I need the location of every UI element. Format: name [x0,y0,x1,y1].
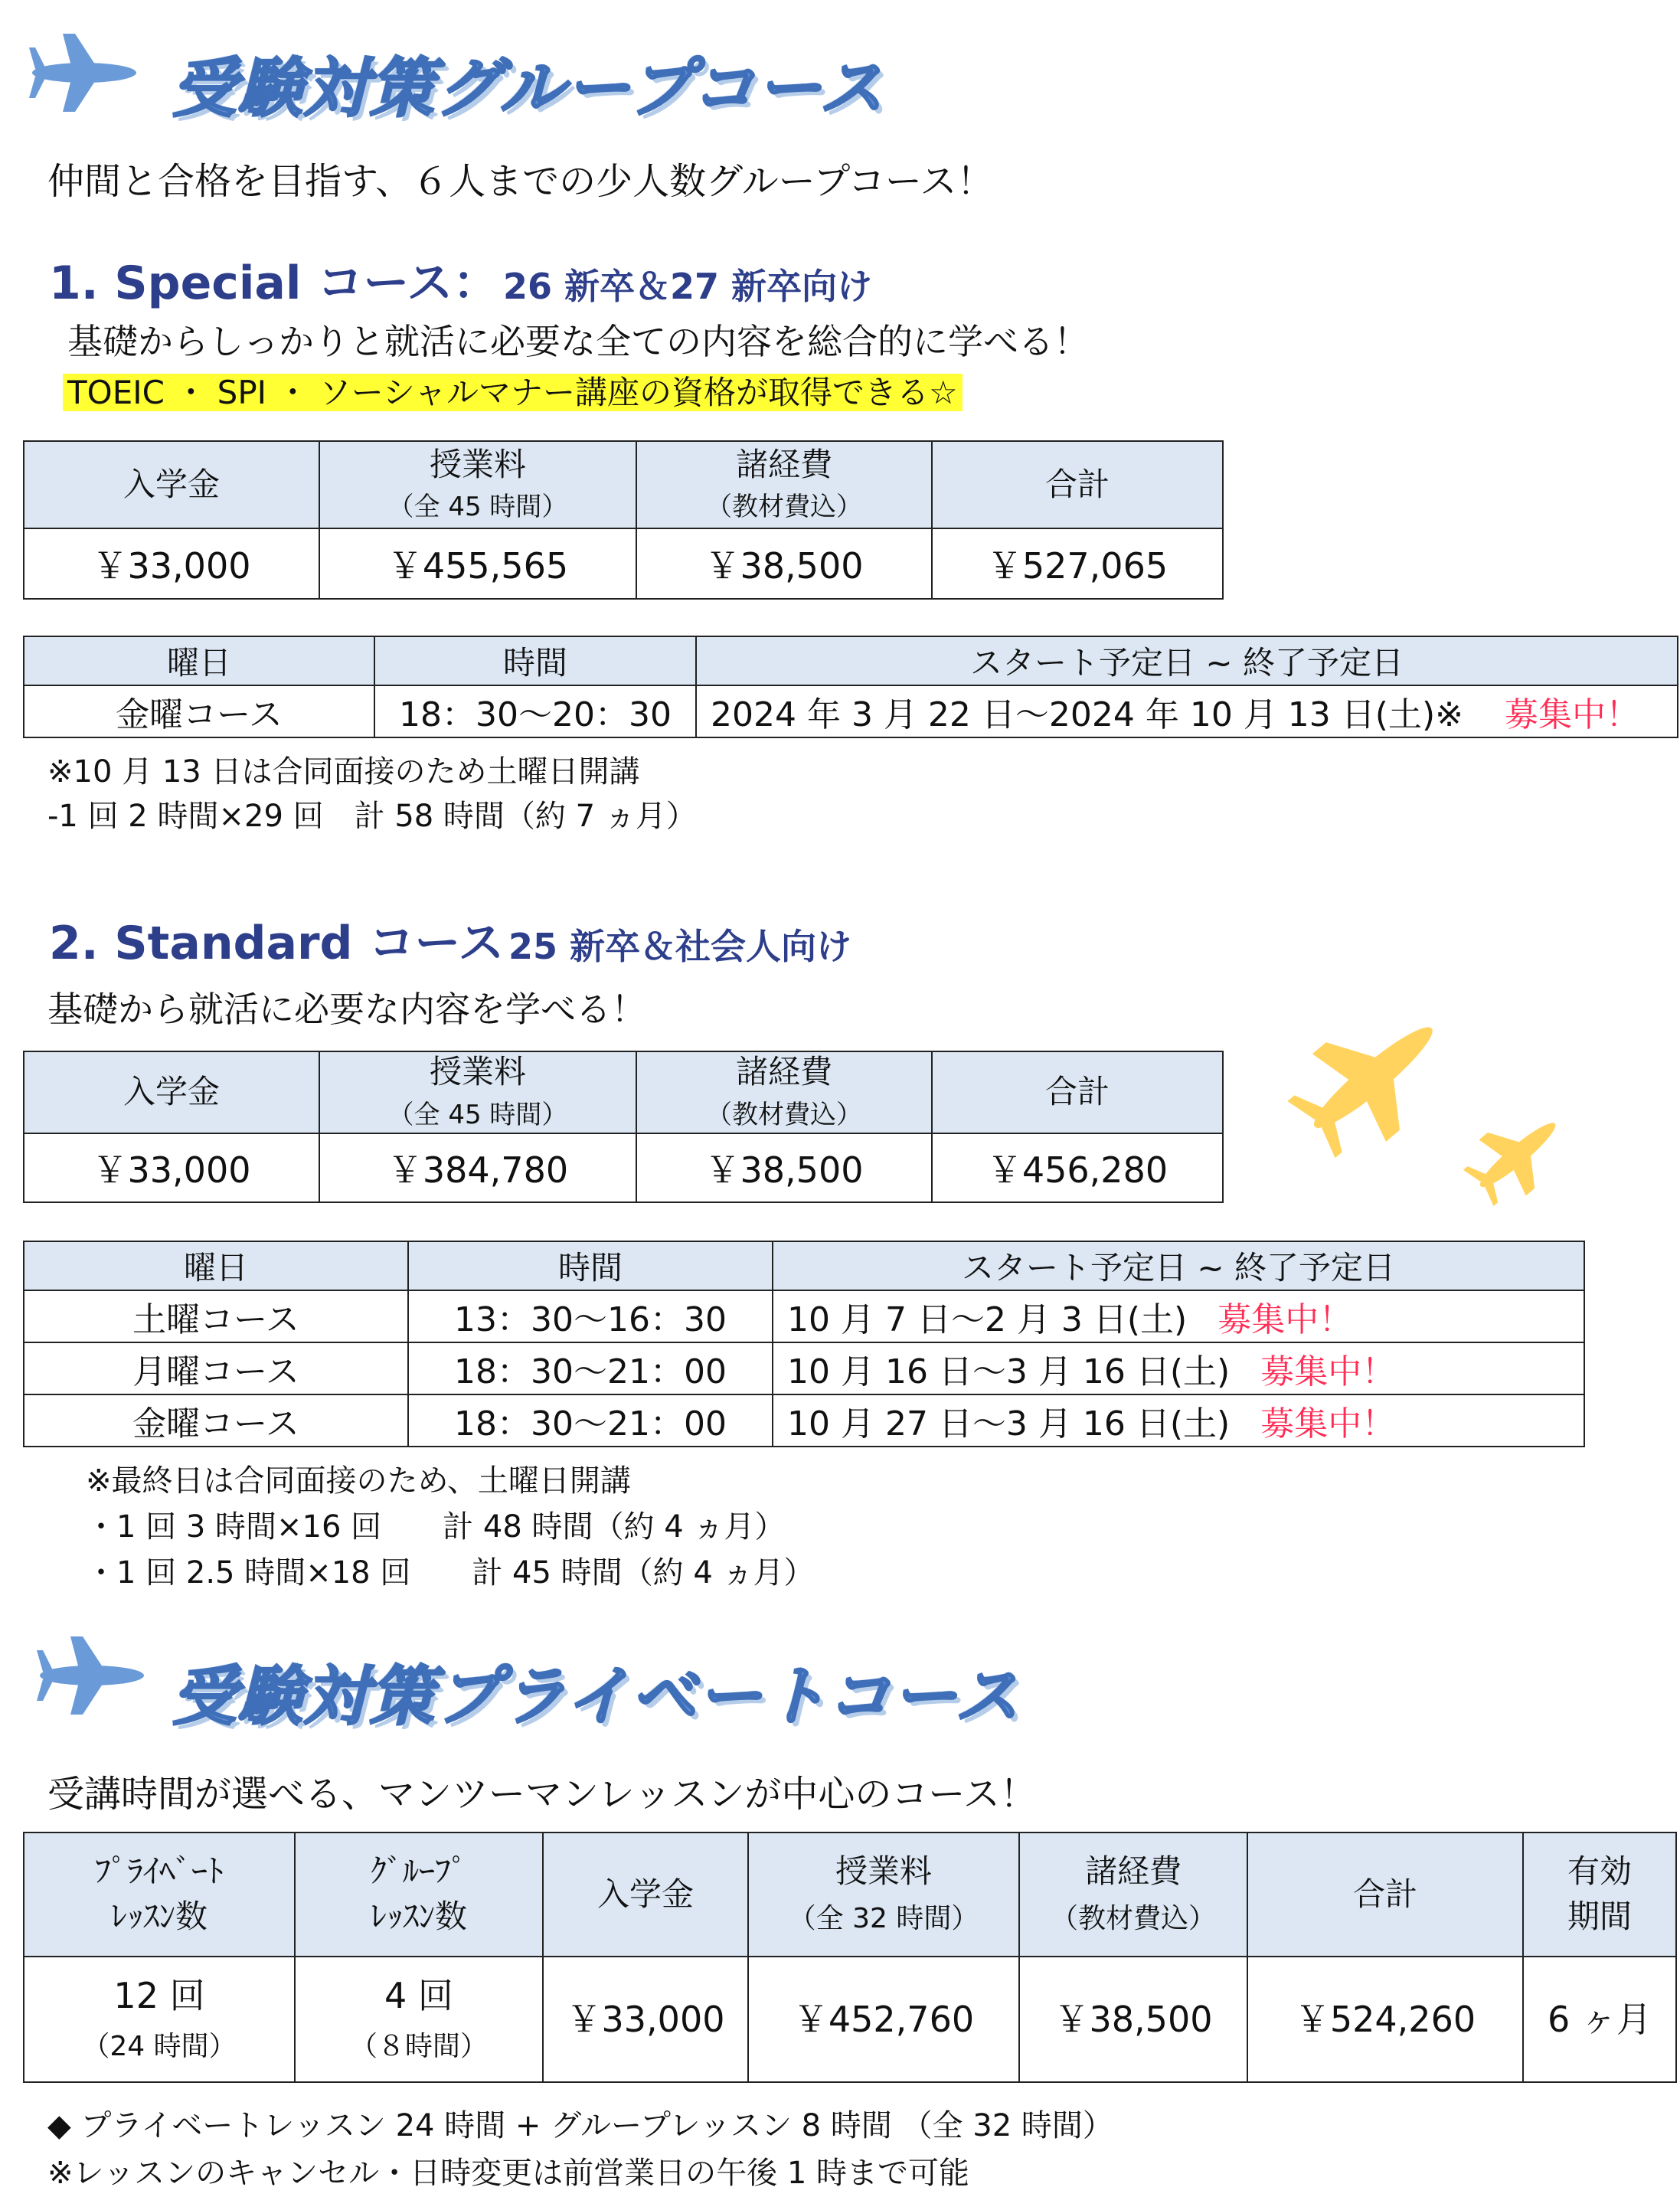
fee-misc: ￥38,500 [636,1133,932,1202]
standard-desc: 基礎から就活に必要な内容を学べる！ [47,989,646,1030]
schedule-header-time: 時間 [374,636,696,685]
special-heading-sub: 26 新卒＆27 新卒向け [502,266,873,307]
group-course-title: 受験対策グループコース [172,51,885,126]
standard-heading [49,907,851,973]
airplane-icon [1463,1103,1570,1210]
header-valid-period: 有効 期間 [1523,1832,1676,1957]
private-note: ◆ プライベートレッスン 24 時間 + グループレッスン 8 時間 （全 32 時間） [47,2108,1113,2143]
standard-note: ※最終日は合同面接のため、土曜日開講 [86,1463,631,1499]
schedule-period: 2024 年 3 月 22 日～2024 年 10 月 13 日(土)※ 募集中！ [696,685,1678,737]
schedule-day: 金曜コース [24,685,374,737]
special-heading-title: 1. Special コース： [49,257,499,310]
valid-period: 6 ヶ月 [1523,1957,1676,2082]
schedule-day: 月曜コース [24,1342,408,1394]
fee-header-entry: 入学金 [24,1051,319,1133]
fee-header-tuition: 授業料 （全 45 時間） [319,1051,636,1133]
airplane-icon [25,31,139,115]
airplane-icon [1286,996,1455,1164]
schedule-header-period: スタート予定日 ~ 終了予定日 [773,1241,1584,1290]
special-desc: 基礎からしっかりと就活に必要な全ての内容を総合的に学べる！ [67,321,1089,362]
standard-heading-title: 2. Standard コース [49,917,505,970]
schedule-time: 18：30～21：00 [408,1394,773,1447]
header-total: 合計 [1247,1832,1523,1957]
fee-tuition: ￥452,760 [748,1957,1019,2082]
schedule-header-period: スタート予定日 ~ 終了予定日 [696,636,1678,685]
standard-schedule-table [23,1241,1585,1447]
special-fee-table [23,440,1224,600]
schedule-time: 13：30～16：30 [408,1290,773,1342]
fee-entry: ￥33,000 [543,1957,748,2082]
fee-header-tuition: 授業料 （全 45 時間） [319,441,636,528]
header-tuition: 授業料 （全 32 時間） [748,1832,1019,1957]
recruiting-status: 募集中！ [1218,1300,1353,1339]
header-misc: 諸経費 （教材費込） [1019,1832,1247,1957]
schedule-header-time: 時間 [408,1241,773,1290]
fee-misc: ￥38,500 [1019,1957,1247,2082]
special-heading [49,247,872,312]
schedule-header-day: 曜日 [24,636,374,685]
special-note: -1 回 2 時間×29 回 計 58 時間（約 7 ヵ月） [47,799,697,834]
standard-heading-sub: 25 新卒＆社会人向け [508,926,852,967]
header-entry: 入学金 [543,1832,748,1957]
header-group-lessons: ｸﾞﾙｰﾌﾟ ﾚｯｽﾝ数 [295,1832,543,1957]
special-highlight-row [63,368,963,414]
fee-header-entry: 入学金 [24,441,319,528]
standard-note: ・1 回 3 時間×16 回 計 48 時間（約 4 ヵ月） [86,1509,786,1545]
schedule-period: 10 月 7 日～2 月 3 日(土) 募集中！ [773,1290,1584,1342]
private-lesson-count: 12 回 （24 時間） [24,1957,295,2082]
fee-tuition: ￥455,565 [319,528,636,599]
fee-misc: ￥38,500 [636,528,932,599]
fee-entry: ￥33,000 [24,528,319,599]
private-course-title: 受験対策プライベートコース [172,1659,1021,1734]
fee-header-misc: 諸経費 （教材費込） [636,1051,932,1133]
header-private-lessons: ﾌﾟﾗｲﾍﾞｰﾄ ﾚｯｽﾝ数 [24,1832,295,1957]
special-highlight: TOEIC ・ SPI ・ ソーシャルマナー講座の資格が取得できる☆ [63,374,963,411]
schedule-time: 18：30～21：00 [408,1342,773,1394]
fee-total: ￥456,280 [932,1133,1223,1202]
schedule-day: 金曜コース [24,1394,408,1447]
recruiting-status: 募集中！ [1260,1404,1396,1443]
fee-tuition: ￥384,780 [319,1133,636,1202]
standard-note: ・1 回 2.5 時間×18 回 計 45 時間（約 4 ヵ月） [86,1555,815,1591]
private-intro: 受講時間が選べる、マンツーマンレッスンが中心のコース！ [47,1773,1037,1816]
private-fee-table [23,1832,1677,2083]
fee-total: ￥527,065 [932,528,1223,599]
group-lesson-count: 4 回 （８時間） [295,1957,543,2082]
standard-fee-table [23,1051,1224,1203]
special-schedule-table [23,636,1678,738]
fee-header-misc: 諸経費 （教材費込） [636,441,932,528]
schedule-period: 10 月 27 日～3 月 16 日(土) 募集中！ [773,1394,1584,1447]
group-intro: 仲間と合格を目指す、６人までの少人数グループコース！ [47,160,994,203]
schedule-time: 18：30～20：30 [374,685,696,737]
special-note: ※10 月 13 日は合同面接のため土曜日開講 [47,754,640,790]
schedule-header-day: 曜日 [24,1241,408,1290]
fee-entry: ￥33,000 [24,1133,319,1202]
fee-total: ￥524,260 [1247,1957,1523,2082]
private-note: ※レッスンのキャンセル・日時変更は前営業日の午後 1 時まで可能 [47,2156,969,2191]
airplane-icon [32,1622,147,1729]
fee-header-total: 合計 [932,441,1223,528]
recruiting-status: 募集中！ [1260,1352,1396,1391]
schedule-period: 10 月 16 日～3 月 16 日(土) 募集中！ [773,1342,1584,1394]
fee-header-total: 合計 [932,1051,1223,1133]
schedule-day: 土曜コース [24,1290,408,1342]
recruiting-status: 募集中！ [1504,695,1639,734]
